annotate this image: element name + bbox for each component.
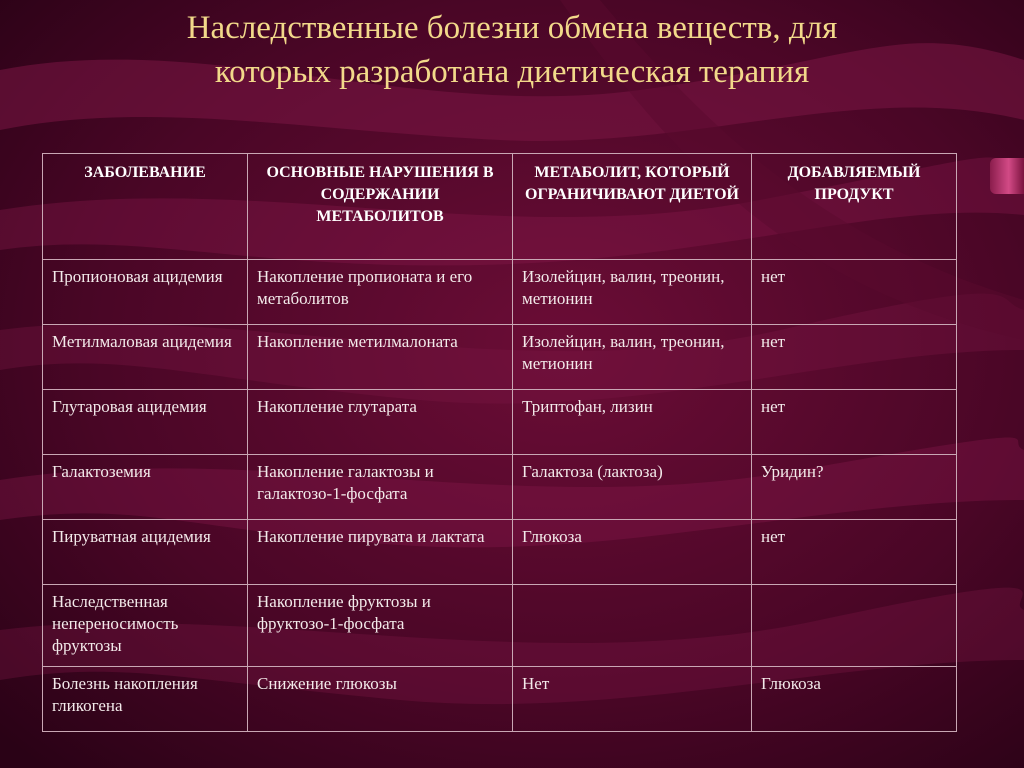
header-restricted-metabolite: МЕТАБОЛИТ, КОТОРЫЙ ОГРАНИЧИВАЮТ ДИЕТОЙ bbox=[513, 154, 752, 260]
header-disease: ЗАБОЛЕВАНИЕ bbox=[43, 154, 248, 260]
table-row bbox=[43, 585, 957, 667]
cell-disease: Пируватная ацидемия bbox=[43, 520, 248, 585]
cell-product: нет bbox=[752, 260, 957, 325]
table-header-row bbox=[43, 154, 957, 260]
slide-title bbox=[40, 6, 984, 94]
decorative-tab bbox=[990, 158, 1024, 194]
disease-table bbox=[42, 153, 957, 732]
cell-product: нет bbox=[752, 390, 957, 455]
cell-disorder: Накопление фруктозы и фруктозо-1-фосфата bbox=[248, 585, 513, 667]
table-row bbox=[43, 260, 957, 325]
cell-metabolite: Нет bbox=[513, 667, 752, 732]
header-disorders: ОСНОВНЫЕ НАРУШЕНИЯ В СОДЕРЖАНИИ МЕТАБОЛИТОВ bbox=[248, 154, 513, 260]
cell-metabolite bbox=[513, 585, 752, 667]
header-added-product: ДОБАВЛЯЕМЫЙ ПРОДУКТ bbox=[752, 154, 957, 260]
cell-metabolite: Галактоза (лактоза) bbox=[513, 455, 752, 520]
cell-disease: Пропионовая ацидемия bbox=[43, 260, 248, 325]
cell-product: Глюкоза bbox=[752, 667, 957, 732]
cell-product: Уридин? bbox=[752, 455, 957, 520]
table-row bbox=[43, 325, 957, 390]
cell-metabolite: Изолейцин, валин, треонин, метионин bbox=[513, 260, 752, 325]
cell-disorder: Накопление галактозы и галактозо-1-фосфата bbox=[248, 455, 513, 520]
cell-disorder: Накопление пропионата и его метаболитов bbox=[248, 260, 513, 325]
cell-disease: Наследственная непереносимость фруктозы bbox=[43, 585, 248, 667]
table-row bbox=[43, 390, 957, 455]
cell-disorder: Накопление метилмалоната bbox=[248, 325, 513, 390]
title-line-2: которых разработана диетическая терапия bbox=[214, 54, 810, 90]
cell-metabolite: Глюкоза bbox=[513, 520, 752, 585]
cell-metabolite: Изолейцин, валин, треонин, метионин bbox=[513, 325, 752, 390]
cell-disorder: Накопление пирувата и лактата bbox=[248, 520, 513, 585]
cell-disease: Глутаровая ацидемия bbox=[43, 390, 248, 455]
cell-disorder: Снижение глюкозы bbox=[248, 667, 513, 732]
table-row bbox=[43, 520, 957, 585]
table-row bbox=[43, 667, 957, 732]
cell-disease: Метилмаловая ацидемия bbox=[43, 325, 248, 390]
cell-product bbox=[752, 585, 957, 667]
cell-product: нет bbox=[752, 325, 957, 390]
cell-disease: Галактоземия bbox=[43, 455, 248, 520]
cell-disorder: Накопление глутарата bbox=[248, 390, 513, 455]
cell-metabolite: Триптофан, лизин bbox=[513, 390, 752, 455]
title-line-1: Наследственные болезни обмена веществ, для bbox=[186, 10, 838, 46]
cell-disease: Болезнь накопления гликогена bbox=[43, 667, 248, 732]
cell-product: нет bbox=[752, 520, 957, 585]
table-row bbox=[43, 455, 957, 520]
